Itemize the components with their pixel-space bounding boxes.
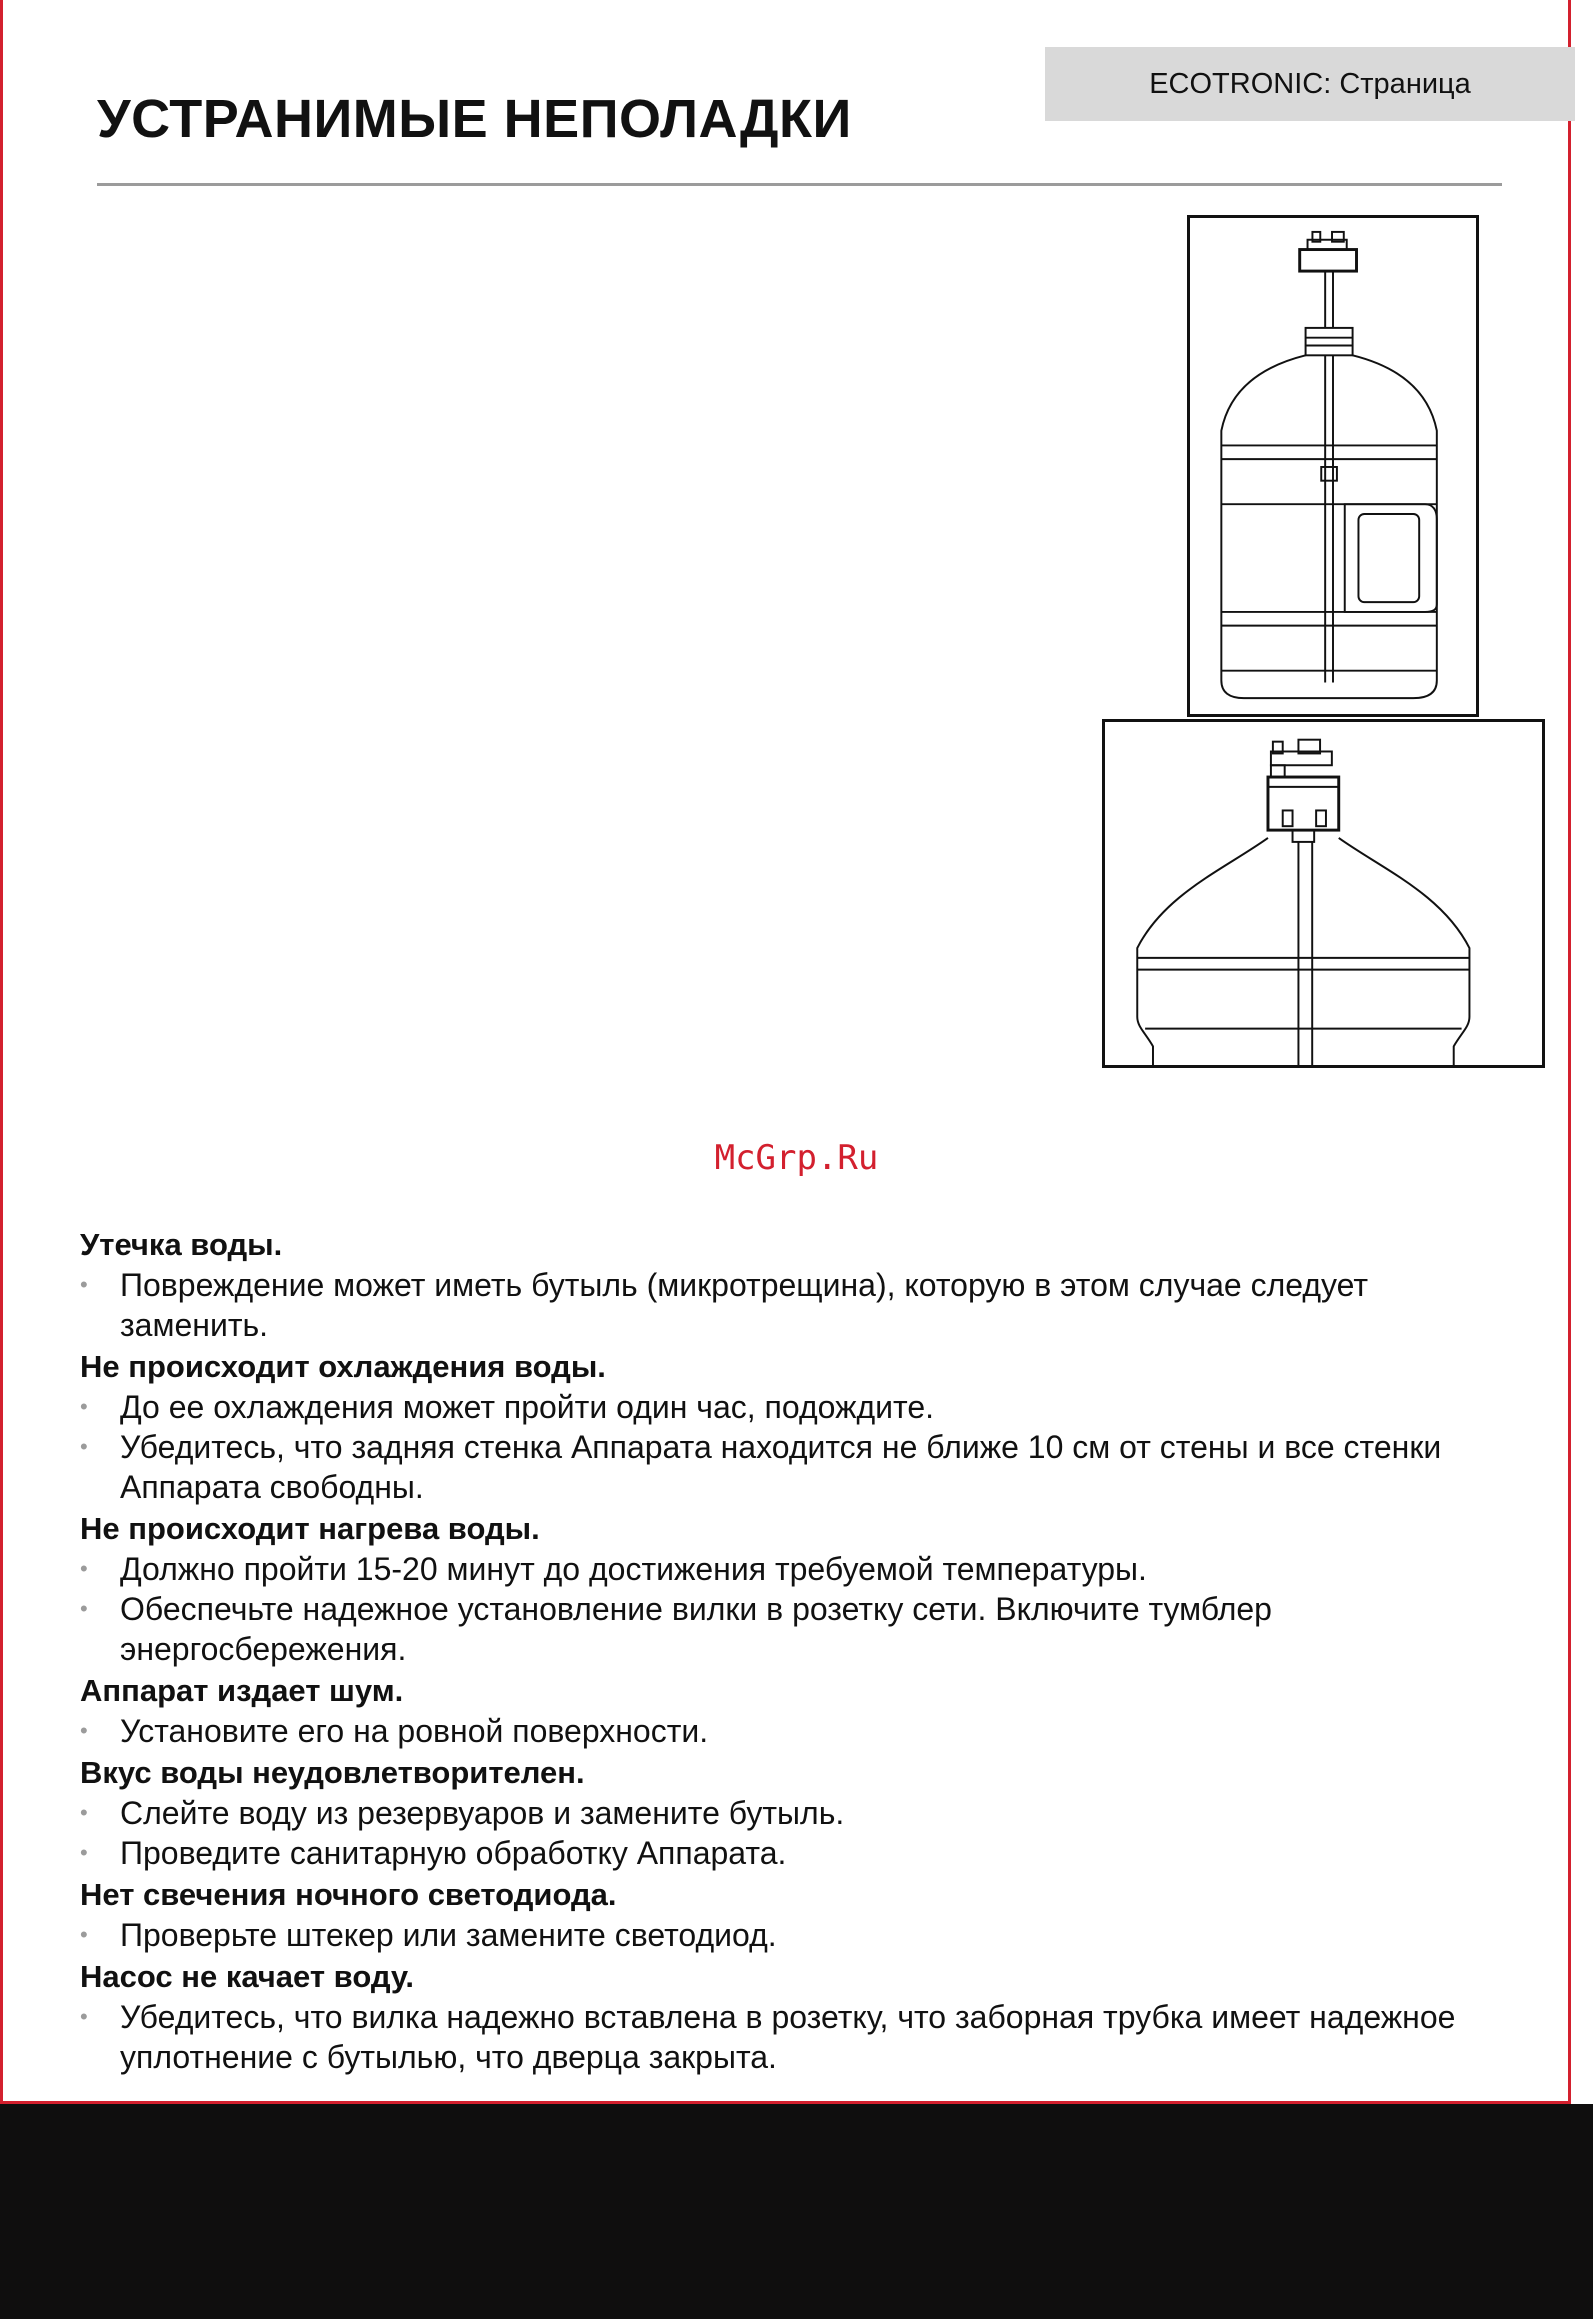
list-item: • Обеспечьте надежное установление вилки в розетку сети. Включите тумблер энергосбережения. (80, 1591, 1272, 1667)
bullet-icon: • (80, 1596, 88, 1621)
bottle-closeup-icon (1105, 722, 1542, 1065)
section-heading: Утечка воды. (80, 1227, 283, 1262)
list-item: • Слейте воду из резервуаров и замените бутыль. (80, 1795, 845, 1831)
section-bad-taste (80, 1753, 1500, 1873)
bullet-icon: • (80, 1434, 88, 1459)
list-item: • Убедитесь, что задняя стенка Аппарата находится не ближе 10 см от стены и все стенки Аппарата свободны. (80, 1429, 1442, 1505)
list-item: • Убедитесь, что вилка надежно вставлена в розетку, что заборная трубка имеет надежное уплотнение с бутылью, что дверца закрыта. (80, 1999, 1456, 2075)
section-heading: Вкус воды неудовлетворителен. (80, 1755, 585, 1790)
bottle-figure-full (1187, 215, 1479, 717)
section-water-leak (80, 1225, 1500, 1345)
section-noise (80, 1671, 1500, 1751)
section-heading: Нет свечения ночного светодиода. (80, 1877, 617, 1912)
list-item: • Должно пройти 15-20 минут до достижения требуемой температуры. (80, 1551, 1147, 1587)
list-item: • Установите его на ровной поверхности. (80, 1713, 709, 1749)
watermark: McGrp.Ru (714, 1138, 879, 1178)
bottle-full-icon (1190, 218, 1476, 714)
section-pump (80, 1957, 1500, 2077)
bullet-icon: • (80, 1840, 88, 1865)
title-divider (97, 183, 1502, 186)
list-item: • Повреждение может иметь бутыль (микротрещина), которую в этом случае следует заменить. (80, 1267, 1369, 1343)
bullet-icon: • (80, 1556, 88, 1581)
section-night-led (80, 1875, 1500, 1955)
list-item: • До ее охлаждения может пройти один час, подождите. (80, 1389, 935, 1425)
bullet-icon: • (80, 2004, 88, 2029)
section-heading: Не происходит нагрева воды. (80, 1511, 540, 1546)
section-heading: Насос не качает воду. (80, 1959, 415, 1994)
list-item: • Проведите санитарную обработку Аппарата. (80, 1835, 787, 1871)
bullet-icon: • (80, 1922, 88, 1947)
bottle-figure-closeup (1102, 719, 1545, 1068)
bullet-icon: • (80, 1718, 88, 1743)
section-no-heating (80, 1509, 1500, 1669)
header-label-box (1045, 47, 1575, 121)
footer-band (0, 2104, 1593, 2319)
section-heading: Не происходит охлаждения воды. (80, 1349, 606, 1384)
troubleshooting-list (80, 1225, 1500, 2079)
bullet-icon: • (80, 1394, 88, 1419)
header-label: ECOTRONIC: Страница (1149, 67, 1471, 100)
bullet-icon: • (80, 1800, 88, 1825)
page-title: УСТРАНИМЫЕ НЕПОЛАДКИ (97, 89, 852, 149)
list-item: • Проверьте штекер или замените светодиод. (80, 1917, 777, 1953)
section-heading: Аппарат издает шум. (80, 1673, 404, 1708)
bullet-icon: • (80, 1272, 88, 1297)
section-no-cooling (80, 1347, 1500, 1507)
